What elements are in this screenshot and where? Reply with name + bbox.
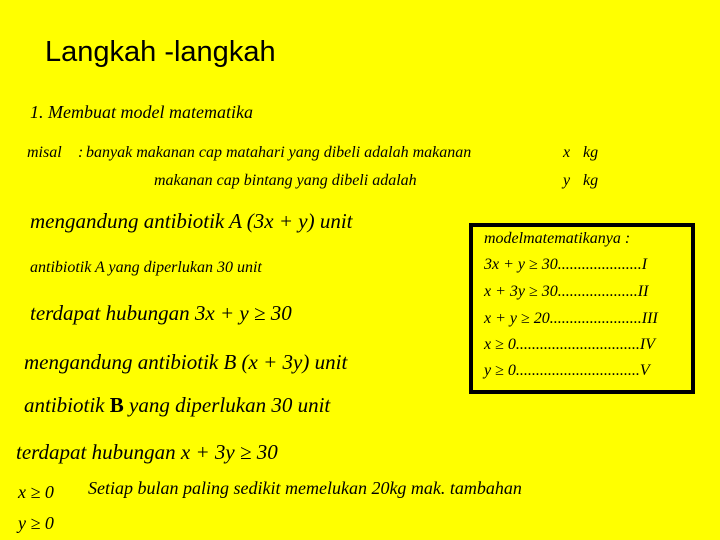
model-box-heading: modelmatematikanya : [484, 230, 631, 247]
constraint-x: x ≥ 0 [18, 482, 54, 502]
model-row-1: 3x + y ≥ 30.....................I [484, 256, 648, 273]
model-row-3: x + y ≥ 20.......................III [484, 310, 658, 327]
misal-label: misal [27, 144, 62, 161]
antibiotik-a-needed: antibiotik A yang diperlukan 30 unit [30, 259, 262, 276]
misal-colon: : [78, 144, 84, 161]
misal-line1-unit: kg [583, 144, 599, 161]
misal-line2-var: y [563, 172, 571, 189]
supplement-note: Setiap bulan paling sedikit memelukan 20kg mak. tambahan [88, 478, 522, 498]
misal-line1-var: x [563, 144, 571, 161]
antibiotik-b-relation: terdapat hubungan x + 3y ≥ 30 [16, 440, 278, 464]
antibiotik-a-relation: terdapat hubungan 3x + y ≥ 30 [30, 301, 292, 325]
misal-line1: banyak makanan cap matahari yang dibeli adalah makanan [86, 144, 472, 161]
antibiotik-b-contains: mengandung antibiotik B (x + 3y) unit [24, 350, 348, 374]
step-heading: 1. Membuat model matematika [30, 102, 253, 122]
antibiotik-b-needed-prefix: antibiotik [24, 393, 105, 417]
antibiotik-b-needed-suffix: yang diperlukan 30 unit [129, 393, 331, 417]
model-row-5: y ≥ 0...............................V [484, 362, 650, 379]
antibiotik-b-letter: B [109, 393, 124, 417]
misal-line2-unit: kg [583, 172, 599, 189]
antibiotik-a-contains: mengandung antibiotik A (3x + y) unit [30, 209, 353, 233]
model-box [469, 223, 695, 394]
constraint-y: y ≥ 0 [18, 513, 54, 533]
model-row-2: x + 3y ≥ 30....................II [484, 283, 649, 300]
model-row-4: x ≥ 0...............................IV [484, 336, 655, 353]
antibiotik-b-needed [24, 393, 330, 418]
misal-line2: makanan cap bintang yang dibeli adalah [154, 172, 417, 189]
page-title: Langkah -langkah [45, 36, 276, 68]
